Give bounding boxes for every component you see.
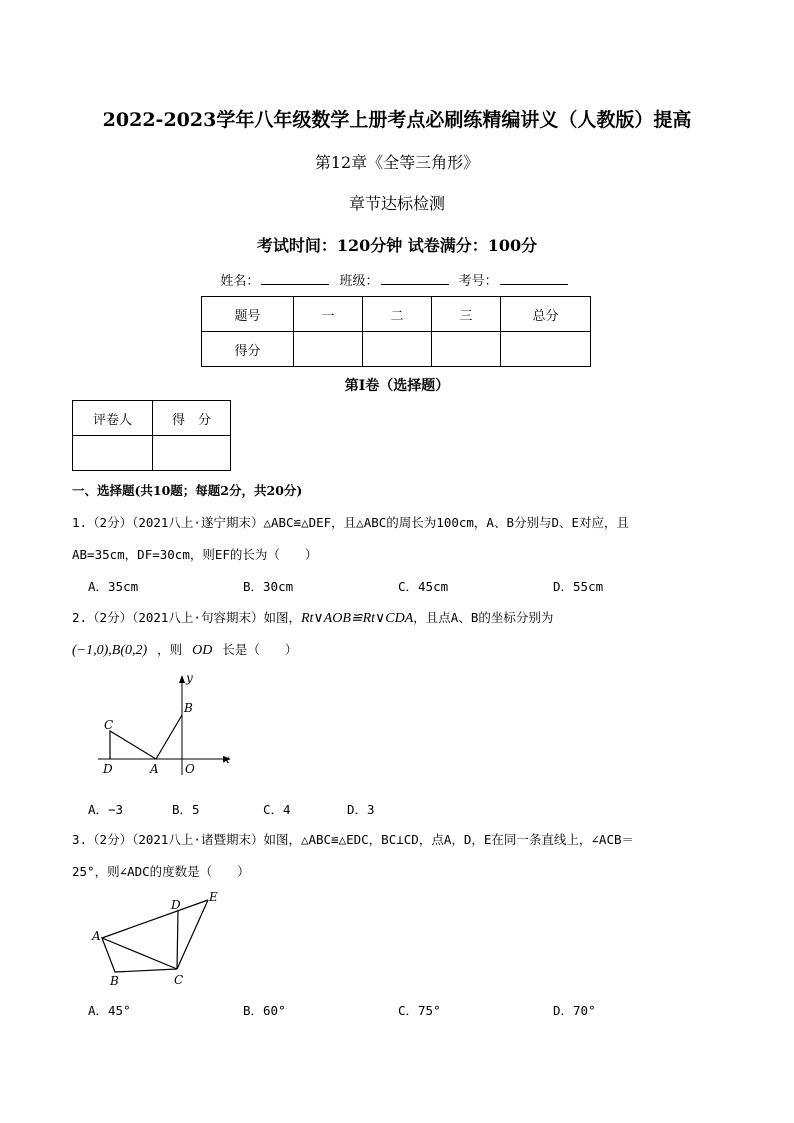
grader-table [72, 400, 231, 471]
q2-line2: (−1,0),B(0,2) ，则 OD 长是（ ） [72, 642, 298, 658]
score-header-number: 题号 [202, 297, 294, 332]
q3-option-d: D．70° [553, 1003, 596, 1018]
q1-option-b: B．30cm [243, 579, 294, 594]
q2-congruence: Rt∨AOB≌Rt∨CDA [300, 611, 414, 626]
score-cell[interactable] [501, 332, 591, 367]
q2-label-x: x [223, 752, 230, 766]
q3-line1: 3.（2分）（2021八上·诸暨期末）如图，△ABC≌△EDC，BC⊥CD，点A，D，E在同一条直线上，∠ACB＝ [72, 832, 634, 847]
q2-label-o: O [185, 762, 195, 776]
grader-cell[interactable] [153, 436, 231, 471]
q3-option-b: B．60° [243, 1003, 286, 1018]
score-header-1: 一 [294, 297, 363, 332]
grader-cell[interactable] [73, 436, 153, 471]
q3-label-b: B [110, 974, 119, 988]
q1-option-c: C．45cm [398, 579, 449, 594]
q3-label-a: A [92, 929, 101, 943]
q3-option-a: A．45° [88, 1003, 131, 1018]
q2-label-c: C [104, 718, 114, 732]
q2-label-d: D [103, 762, 113, 776]
section-title: 第Ⅰ卷（选择题） [344, 378, 450, 394]
student-info [0, 270, 794, 289]
q3-label-d: D [171, 898, 181, 912]
q3-option-c: C．75° [398, 1003, 441, 1018]
q1-option-d: D．55cm [553, 579, 604, 594]
name-label: 姓名： [220, 274, 260, 289]
subtitle: 章节达标检测 [348, 194, 445, 213]
q2-label-b: B [184, 701, 193, 715]
chapter-title: 第12章《全等三角形》 [314, 153, 480, 172]
q3-label-c: C [174, 973, 184, 987]
score-cell[interactable] [363, 332, 432, 367]
score-header-total: 总分 [501, 297, 591, 332]
q3-figure [88, 888, 228, 988]
score-header-3: 三 [432, 297, 501, 332]
q2-option-c: C．4 [263, 802, 291, 817]
score-cell[interactable] [294, 332, 363, 367]
score-row-label: 得分 [202, 332, 294, 367]
id-label: 考号： [458, 274, 498, 289]
q2-option-d: D．3 [347, 802, 375, 817]
id-field[interactable] [500, 272, 568, 285]
q3-line2: 25°，则∠ADC的度数是（ ） [72, 864, 250, 879]
q2-coordinates: (−1,0),B(0,2) [72, 643, 148, 658]
class-label: 班级： [339, 274, 379, 289]
q2-line1: 2.（2分）（2021八上·句容期末）如图，Rt∨AOB≌Rt∨CDA，且点A、B的坐标分别为 [72, 610, 554, 626]
name-field[interactable] [261, 272, 329, 285]
part1-heading: 一、选择题(共10题；每题2分，共20分) [72, 483, 303, 498]
q3-label-e: E [209, 890, 218, 904]
q1-line2: AB=35cm，DF=30cm，则EF的长为（ ） [72, 547, 318, 562]
grader-score-label: 得 分 [153, 401, 231, 436]
q2-label-a: A [150, 762, 159, 776]
class-field[interactable] [381, 272, 449, 285]
q2-od: OD [192, 643, 213, 658]
q1-option-a: A．35cm [88, 579, 139, 594]
q1-line1: 1.（2分）（2021八上·遂宁期末）△ABC≌△DEF，且△ABC的周长为100cm，A、B分别与D、E对应，且 [72, 515, 630, 530]
score-header-2: 二 [363, 297, 432, 332]
score-cell[interactable] [432, 332, 501, 367]
q2-label-y: y [186, 671, 193, 685]
q2-figure [95, 670, 245, 780]
exam-info: 考试时间：120分钟 试卷满分：100分 [256, 236, 538, 255]
document-title: 2022-2023学年八年级数学上册考点必刷练精编讲义（人教版）提高 [102, 109, 692, 131]
grader-label: 评卷人 [73, 401, 153, 436]
q2-option-a: A．−3 [88, 802, 124, 817]
score-table [201, 296, 591, 367]
q2-option-b: B．5 [172, 802, 200, 817]
